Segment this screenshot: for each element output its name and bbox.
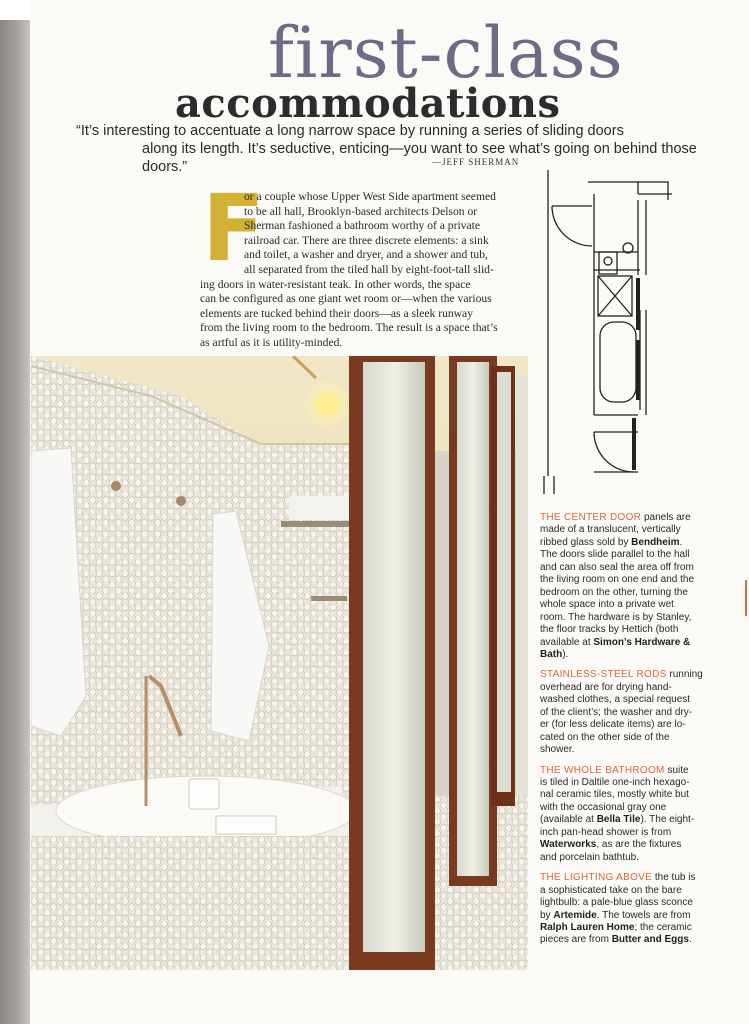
bathroom-photo — [31, 356, 528, 970]
sidebar-text: cated on the other side of the — [540, 731, 670, 743]
sidebar-text: bedroom on the other, turning the — [540, 586, 688, 598]
sidebar-text: of the client’s; the washer and dry- — [540, 706, 693, 718]
vendor-name: Butter and Eggs — [611, 934, 689, 946]
vendor-name: Bendheim — [631, 536, 680, 548]
sidebar-text: (available at — [540, 814, 597, 826]
sidebar-line — [540, 537, 682, 549]
vendor-name: Waterworks — [540, 839, 597, 851]
sidebar-text: suite — [664, 764, 689, 776]
sidebar-heading: STAINLESS-STEEL RODS — [540, 669, 667, 681]
sidebar-text: made of a translucent, vertically — [540, 524, 681, 536]
sidebar-heading: THE LIGHTING ABOVE — [540, 872, 653, 884]
vendor-name: Bella Tile — [596, 814, 641, 826]
sidebar-line — [540, 897, 693, 909]
vendor-name: Simon’s Hardware & — [593, 636, 691, 648]
sidebar-text: overhead are for drying hand- — [540, 681, 672, 693]
sidebar-text: . The towels are from — [596, 909, 691, 921]
pull-quote-line1: “It’s interesting to accentuate a long narrow space by running a series of sliding doors — [76, 123, 624, 139]
sidebar-line — [540, 814, 694, 826]
pull-quote-line2: along its length. It’s seductive, enticing—you want to see what’s going on behind those doors.” — [142, 141, 697, 175]
sidebar-text: the living room on one end and the — [540, 574, 694, 586]
sidebar-line — [540, 562, 694, 574]
sidebar-text: and can also seal the area off from — [540, 561, 694, 573]
intro-line: ing doors in water-resistant teak. In other words, the space — [200, 277, 471, 291]
intro-line: as artful as it is utility-minded. — [200, 336, 343, 349]
page-gutter — [0, 0, 30, 1024]
sidebar-line — [540, 765, 689, 777]
sidebar-text: the tub is — [652, 872, 696, 884]
sidebar-text: ). — [562, 648, 569, 660]
sidebar-text: room. The hardware is by Stanley, — [540, 611, 692, 623]
page-edge-marker — [745, 580, 747, 616]
sidebar-text: shower. — [540, 744, 575, 756]
sidebar-line — [540, 827, 671, 839]
sidebar-line — [540, 732, 670, 744]
sidebar-line — [540, 802, 666, 814]
drop-cap: F — [202, 175, 265, 282]
sidebar-text: lightbulb: a pale-blue glass sconce — [540, 897, 693, 909]
intro-line: and toilet, a washer and dryer, and a shower and tub, — [244, 248, 488, 262]
sidebar-text: . — [688, 934, 692, 946]
sidebar-line — [540, 839, 681, 851]
sidebar-line — [540, 574, 694, 586]
intro-line: elements are tucked behind their doors—as a sleek runway — [200, 306, 474, 320]
floor-plan — [540, 170, 675, 494]
sidebar-text: panels are — [641, 512, 691, 523]
sidebar-line — [540, 624, 678, 636]
headline-accommodations: accommodations — [175, 80, 561, 127]
sidebar-line — [540, 512, 691, 524]
sidebar-text: er (for less delicate items) are lo- — [540, 719, 686, 731]
sidebar-line — [540, 599, 674, 611]
sidebar-line — [540, 549, 690, 561]
sidebar-heading: THE WHOLE BATHROOM — [540, 764, 665, 776]
sidebar-line — [540, 934, 692, 946]
sidebar-text: by — [540, 909, 554, 921]
intro-line: from the living room to the bedroom. The result is a space that’s — [200, 321, 498, 335]
intro-line: railroad car. There are three discrete elements: a sink — [244, 233, 489, 247]
sidebar-line — [540, 922, 692, 934]
sidebar-text: , as are the fixtures — [596, 839, 682, 851]
sidebar-line — [540, 852, 639, 864]
sidebar-text: the floor tracks by Hettich (both — [540, 624, 679, 636]
sidebar-line — [540, 669, 703, 681]
intro-line: to be all hall, Brooklyn-based architects Delson or — [244, 204, 478, 218]
page-gutter-top — [0, 0, 30, 20]
sidebar-text: is tiled in Daltile one-inch hexago- — [540, 777, 690, 788]
sidebar-text: a sophisticated take on the bare — [540, 884, 682, 896]
sidebar-line — [540, 637, 690, 649]
sidebar-line — [540, 612, 691, 624]
sidebar-text: washed clothes, a special request — [540, 694, 691, 706]
headline-first-class: first-class — [268, 12, 624, 94]
sidebar-text: pieces are from — [540, 934, 612, 946]
sidebar-line — [540, 910, 690, 922]
sidebar-text: ribbed glass sold by — [540, 536, 632, 548]
sidebar-line — [540, 872, 695, 884]
floor-plan-drawing — [540, 170, 675, 494]
sidebar-line — [540, 649, 568, 661]
intro-line: or a couple whose Upper West Side apartment seemed — [244, 190, 496, 203]
sidebar-text: ). The eight- — [640, 814, 695, 826]
sidebar-line — [540, 789, 689, 801]
sidebar-text: running — [666, 669, 703, 681]
sidebar-text: nal ceramic tiles, mostly white but — [540, 789, 689, 801]
sidebar-line — [540, 885, 682, 897]
sidebar-line — [540, 719, 686, 731]
vendor-name: Artemide — [553, 909, 597, 921]
sidebar-line — [540, 707, 692, 719]
pull-quote — [60, 122, 710, 176]
quote-attribution: —JEFF SHERMAN — [432, 157, 520, 167]
sidebar-text: available at — [540, 636, 594, 648]
sidebar-line — [540, 587, 688, 599]
sidebar-text: ; the ceramic — [634, 921, 692, 933]
sidebar-line — [540, 744, 574, 756]
sidebar-line — [540, 682, 672, 694]
sidebar-text: and porcelain bathtub. — [540, 851, 639, 863]
sidebar-text: . — [679, 536, 683, 548]
intro-line: Sherman fashioned a bathroom worthy of a private — [244, 219, 480, 233]
sidebar-text: The doors slide parallel to the hall — [540, 549, 690, 561]
sidebar-text: whole space into a private wet — [540, 599, 674, 611]
sidebar-line — [540, 524, 681, 536]
sidebar-line — [540, 694, 690, 706]
sidebar-line — [540, 777, 690, 789]
sidebar-text: with the occasional gray one — [540, 801, 667, 813]
sidebar-text: inch pan-head shower is from — [540, 826, 672, 838]
bathroom-photo-illustration — [31, 356, 528, 970]
vendor-name: Ralph Lauren Home — [540, 921, 635, 933]
vendor-name: Bath — [540, 648, 563, 660]
intro-line: all separated from the tiled hall by eight-foot-tall slid- — [244, 263, 494, 276]
sidebar-heading: THE CENTER DOOR — [540, 512, 642, 523]
intro-line: can be configured as one giant wet room or—when the various — [200, 292, 492, 306]
